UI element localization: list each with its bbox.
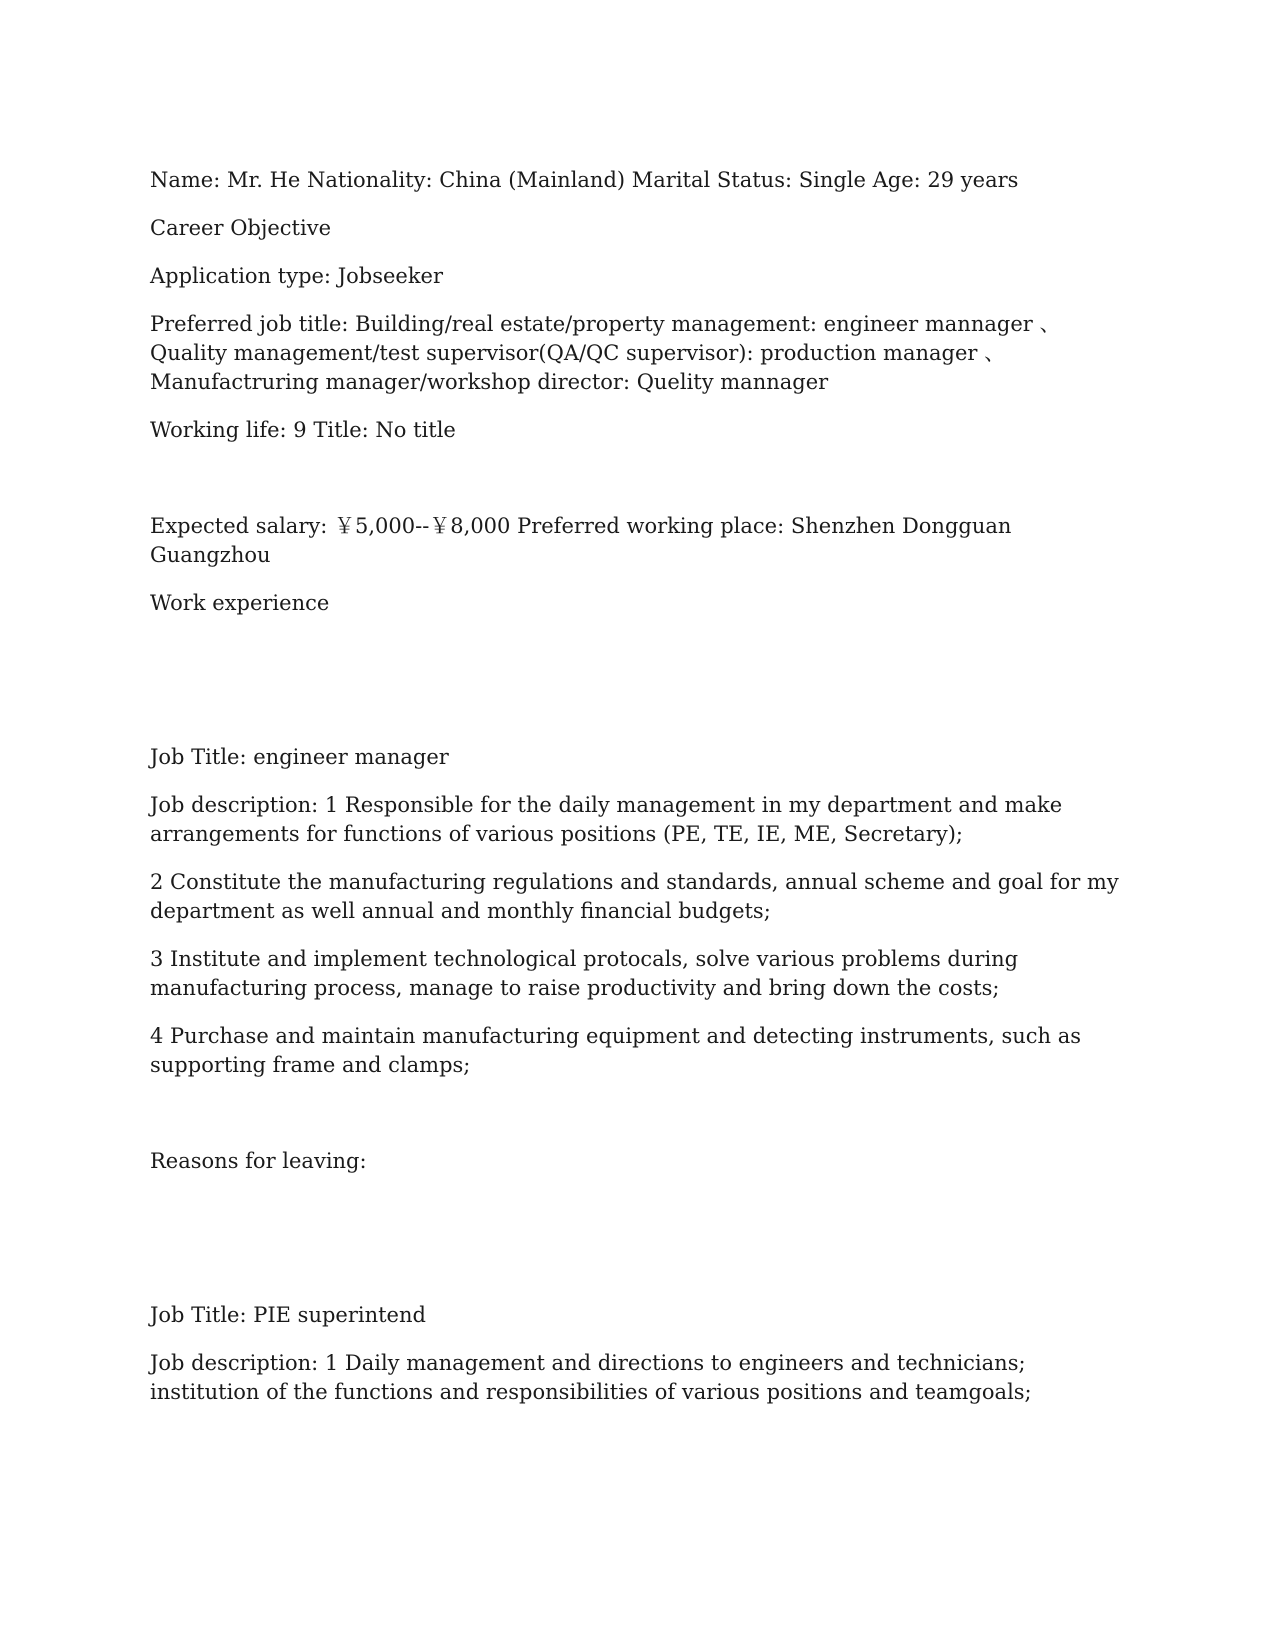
blank-spacer <box>150 1272 1125 1301</box>
job-description-item: 2 Constitute the manufacturing regulations and standards, annual scheme and goal for my department as well annual and monthly financial budgets; <box>150 870 1119 923</box>
personal-info-line: Name: Mr. He Nationality: China (Mainland) Marital Status: Single Age: 29 years <box>150 168 1019 192</box>
blank-spacer <box>150 464 1125 512</box>
job-description-item: 3 Institute and implement technological protocals, solve various problems during manufacturing process, manage to raise productivity and bring down the costs; <box>150 947 1019 1000</box>
working-life-line: Working life: 9 Title: No title <box>150 418 456 442</box>
job-description-paragraph: Job description: 1 Responsible for the daily management in my department and make arrangements for functions of various positions (PE, TE, IE, ME, Secretary); <box>150 793 1063 846</box>
blank-spacer <box>150 714 1125 743</box>
reasons-for-leaving-line: Reasons for leaving: <box>150 1149 367 1173</box>
job-description-item: 4 Purchase and maintain manufacturing equipment and detecting instruments, such as supporting frame and clamps; <box>150 1024 1082 1077</box>
application-type-line: Application type: Jobseeker <box>150 264 444 288</box>
job-description-paragraph: Job description: 1 Daily management and directions to engineers and technicians; institution of the functions and responsibilities of various positions and teamgoals; <box>150 1351 1032 1404</box>
job-title-line: Job Title: PIE superintend <box>150 1303 426 1327</box>
expected-salary-paragraph: Expected salary: ￥5,000--￥8,000 Preferred working place: Shenzhen Dongguan Guangzhou <box>150 514 1012 567</box>
blank-spacer <box>150 637 1125 714</box>
section-heading-work-experience: Work experience <box>150 591 330 615</box>
blank-spacer <box>150 1195 1125 1272</box>
section-heading-career-objective: Career Objective <box>150 216 332 240</box>
document-body <box>150 166 1125 1426</box>
preferred-job-title-paragraph: Preferred job title: Building/real estate/property management: engineer mannager 、Quality management/test supervisor(QA/QC supervisor): production manager 、Manufactruring manager/workshop director: Quelity mannager <box>150 312 1061 394</box>
blank-spacer <box>150 1099 1125 1147</box>
job-title-line: Job Title: engineer manager <box>150 745 449 769</box>
